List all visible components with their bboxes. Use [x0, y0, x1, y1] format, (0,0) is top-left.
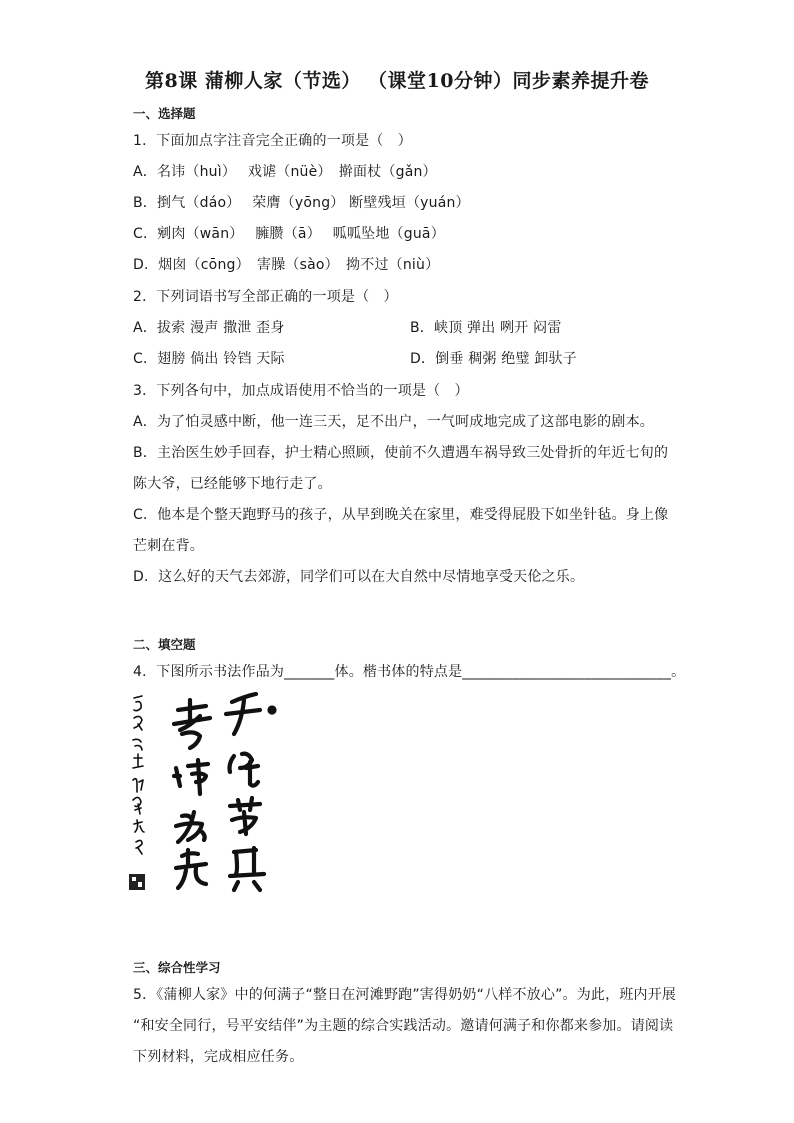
q3-option-d: D．这么好的天气去郊游，同学们可以在大自然中尽情地享受天伦之乐。: [133, 569, 585, 585]
q3-option-b-line2: 陈大爷，已经能够下地行走了。: [133, 476, 332, 492]
q2-option-b: B．峡顶 弹出 咧开 闷雷: [410, 320, 562, 336]
seal-stamp: [129, 874, 145, 890]
q5-line1: 5．《蒲柳人家》中的何满子“整日在河滩野跑”害得奶奶“八样不放心”。为此，班内开展: [133, 987, 677, 1003]
q2-option-c: C．翅膀 倘出 铃铛 天际: [133, 351, 285, 367]
q1-stem: 1．下面加点字注音完全正确的一项是（ ）: [133, 133, 412, 149]
q3-option-b-line1: B．主治医生妙手回春，护士精心照顾，使前不久遭遇车祸导致三处骨折的年近七旬的: [133, 445, 669, 461]
calligraphy-signature: [133, 696, 144, 854]
calligraphy-image: [120, 688, 280, 903]
q3-option-c-line1: C．他本是个整天跑野马的孩子，从早到晚关在家里，难受得屁股下如坐针毡。身上像: [133, 507, 669, 523]
q4-stem: 4．下图所示书法作品为_______体。楷书体的特点是_____________________________。: [133, 664, 686, 680]
q2-option-a: A．拔索 漫声 撒泄 歪身: [133, 320, 285, 336]
q5-line3: 下列材料，完成相应任务。: [133, 1049, 304, 1065]
q2-stem: 2．下列词语书写全部正确的一项是（ ）: [133, 289, 398, 305]
q5-line2: “和安全同行，号平安结伴”为主题的综合实践活动。邀请何满子和你都来参加。请阅读: [133, 1018, 674, 1034]
q1-option-a: A．名讳（huì） 戏谑（nüè） 擀面杖（gǎn）: [133, 164, 437, 180]
q1-option-b: B．捯气（dáo） 荣膺（yōng） 断壁残垣（yuán）: [133, 195, 470, 211]
calligraphy-column-left: [174, 700, 210, 888]
section-heading-choice: 一、选择题: [133, 106, 196, 121]
q3-stem: 3．下列各句中，加点成语使用不恰当的一项是（ ）: [133, 383, 469, 399]
q3-option-a: A．为了怕灵感中断，他一连三天，足不出户，一气呵成地完成了这部电影的剧本。: [133, 414, 654, 430]
q3-option-c-line2: 芒刺在背。: [133, 538, 204, 554]
q1-option-d: D．烟囱（cōng） 害臊（sào） 拗不过（niù）: [133, 257, 440, 273]
q2-option-d: D．倒垂 稠粥 绝璧 卸驮子: [410, 351, 577, 367]
section-heading-fill: 二、填空题: [133, 637, 196, 652]
page-title: 第8课 蒲柳人家（节选） （课堂10分钟）同步素养提升卷: [145, 70, 649, 92]
calligraphy-column-right: [226, 694, 275, 890]
q1-option-c: C．剜肉（wān） 臃臜（ā） 呱呱坠地（guā）: [133, 226, 445, 242]
section-heading-integrated: 三、综合性学习: [133, 960, 221, 975]
